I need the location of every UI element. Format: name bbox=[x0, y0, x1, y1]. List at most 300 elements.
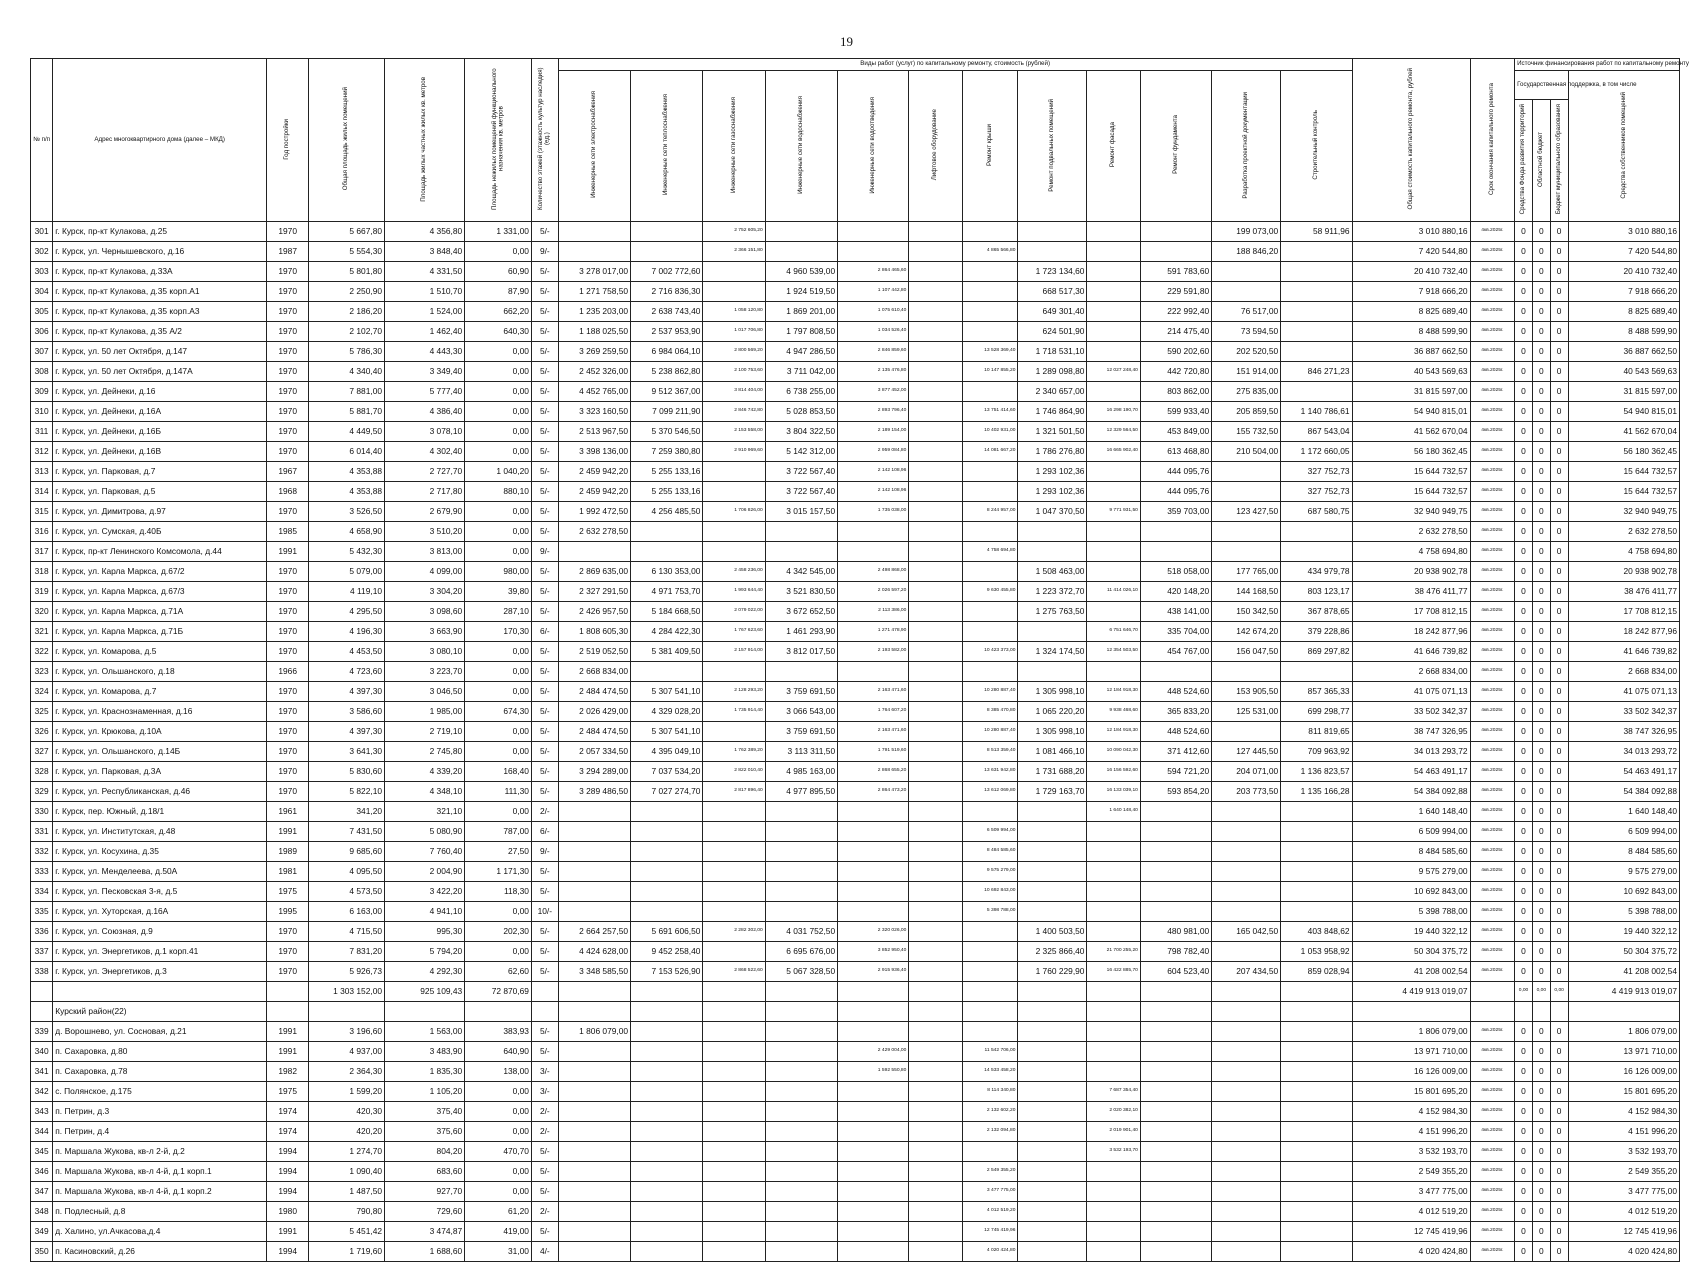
cell-total-cost: 54 463 491,17 bbox=[1352, 762, 1470, 782]
cell-heating-cost: 4 395 049,10 bbox=[631, 742, 703, 762]
cell-sewer-cost: 3 852 950,40 bbox=[838, 942, 909, 962]
cell-row-number: 338 bbox=[31, 962, 53, 982]
cell-control-cost: 379 228,86 bbox=[1281, 622, 1352, 642]
cell-owners-funds: 19 440 322,12 bbox=[1568, 922, 1679, 942]
cell-basement-cost: 1 081 466,10 bbox=[1018, 742, 1087, 762]
cell-design-cost: 151 914,00 bbox=[1212, 362, 1281, 382]
cell-local-share: 0 bbox=[1550, 1242, 1568, 1262]
cell-total-cost: 4 020 424,80 bbox=[1352, 1242, 1470, 1262]
cell-local-share: 0 bbox=[1550, 1042, 1568, 1062]
cell-facade-cost: 12 027 248,40 bbox=[1087, 362, 1140, 382]
cell-water-cost bbox=[765, 842, 837, 862]
cell-address: г. Курск, пр-кт Кулакова, д.25 bbox=[53, 222, 267, 242]
cell-regional-share: 0 bbox=[1532, 262, 1550, 282]
cell-design-cost: 153 905,50 bbox=[1212, 682, 1281, 702]
cell-total-area: 4 397,30 bbox=[309, 682, 385, 702]
cell-basement-cost bbox=[1018, 1182, 1087, 1202]
cell-fund-share: 0 bbox=[1515, 622, 1533, 642]
cell-total-cost: 41 208 002,54 bbox=[1352, 962, 1470, 982]
cell-roof-cost bbox=[962, 522, 1018, 542]
cell-total-cost: 36 887 662,50 bbox=[1352, 342, 1470, 362]
cell-living-area: 927,70 bbox=[385, 1182, 465, 1202]
cell-basement-cost: 1 723 134,60 bbox=[1018, 262, 1087, 282]
cell-total-area: 6 014,40 bbox=[309, 442, 385, 462]
cell-row-number: 312 bbox=[31, 442, 53, 462]
cell-basement-cost: 1 718 531,10 bbox=[1018, 342, 1087, 362]
cell-heating-cost: 7 153 526,90 bbox=[631, 962, 703, 982]
cell-water-cost: 3 113 311,50 bbox=[765, 742, 837, 762]
header-lift: Лифтовое оборудование bbox=[931, 109, 939, 181]
cell-nonresidential-area: 383,93 bbox=[465, 1022, 532, 1042]
cell-total-cost: 7 918 666,20 bbox=[1352, 282, 1470, 302]
cell-heating-cost bbox=[631, 882, 703, 902]
cell-living-area: 5 080,90 bbox=[385, 822, 465, 842]
cell-owners-funds: 8 488 599,90 bbox=[1568, 322, 1679, 342]
cell-row-number: 337 bbox=[31, 942, 53, 962]
cell-electricity-cost: 2 459 942,20 bbox=[558, 482, 630, 502]
cell-row-number: 315 bbox=[31, 502, 53, 522]
cell-nonresidential-area: 0,00 bbox=[465, 722, 532, 742]
cell-living-area: 1 563,00 bbox=[385, 1022, 465, 1042]
cell-term: 4кв.2025г. bbox=[1470, 1142, 1515, 1162]
cell-year: 1970 bbox=[267, 382, 309, 402]
cell-facade-cost bbox=[1087, 242, 1140, 262]
cell-owners-funds: 56 180 362,45 bbox=[1568, 442, 1679, 462]
cell-water-cost: 1 797 808,50 bbox=[765, 322, 837, 342]
cell-nonresidential-area: 1 331,00 bbox=[465, 222, 532, 242]
cell-heating-cost: 2 638 743,40 bbox=[631, 302, 703, 322]
cell-foundation-cost bbox=[1140, 862, 1211, 882]
cell-basement-cost bbox=[1018, 1202, 1087, 1222]
cell-electricity-cost bbox=[558, 542, 630, 562]
cell-address: п. Маршала Жукова, кв-л 4-й, д.1 корп.1 bbox=[53, 1162, 267, 1182]
cell-basement-cost: 1 275 763,50 bbox=[1018, 602, 1087, 622]
cell-nonresidential-area: 640,90 bbox=[465, 1042, 532, 1062]
cell-total-cost: 5 398 788,00 bbox=[1352, 902, 1470, 922]
cell-year: 1970 bbox=[267, 702, 309, 722]
cell-foundation-cost bbox=[1140, 1122, 1211, 1142]
cell-owners-funds: 41 646 739,82 bbox=[1568, 642, 1679, 662]
cell-heating-cost bbox=[631, 662, 703, 682]
cell-address: г. Курск, ул. 50 лет Октября, д.147 bbox=[53, 342, 267, 362]
cell-design-cost: 203 773,50 bbox=[1212, 782, 1281, 802]
cell-fund-share: 0 bbox=[1515, 822, 1533, 842]
cell-floors: 5/- bbox=[531, 462, 558, 482]
cell-address: п. Сахаровка, д.80 bbox=[53, 1042, 267, 1062]
cell-sewer-cost: 3 877 452,00 bbox=[838, 382, 909, 402]
cell-sewer-cost: 2 135 476,80 bbox=[838, 362, 909, 382]
cell-sewer-cost bbox=[838, 882, 909, 902]
cell-nonresidential-area: 470,70 bbox=[465, 1142, 532, 1162]
cell-row-number: 302 bbox=[31, 242, 53, 262]
cell-electricity-cost bbox=[558, 882, 630, 902]
cell-total-cost: 1 806 079,00 bbox=[1352, 1022, 1470, 1042]
cell-row-number: 333 bbox=[31, 862, 53, 882]
cell-living-area: 3 483,90 bbox=[385, 1042, 465, 1062]
cell-total-cost: 2 668 834,00 bbox=[1352, 662, 1470, 682]
cell-local-share: 0 bbox=[1550, 1022, 1568, 1042]
cell-nonresidential-area: 674,30 bbox=[465, 702, 532, 722]
cell-local-share: 0 bbox=[1550, 502, 1568, 522]
cell-year: 1981 bbox=[267, 862, 309, 882]
cell-gas-cost bbox=[703, 882, 765, 902]
header-total-cost: Общая стоимость капитального ремонта, рублей bbox=[1406, 68, 1414, 210]
cell-total-area: 7 831,20 bbox=[309, 942, 385, 962]
cell-roof-cost: 13 751 414,60 bbox=[962, 402, 1018, 422]
cell-gas-cost bbox=[703, 482, 765, 502]
cell-heating-cost bbox=[631, 242, 703, 262]
cell-roof-cost: 10 280 887,40 bbox=[962, 722, 1018, 742]
cell-regional-share: 0 bbox=[1532, 902, 1550, 922]
cell-total-area: 1 719,60 bbox=[309, 1242, 385, 1262]
cell-lift-cost bbox=[909, 382, 962, 402]
cell-total-cost: 15 644 732,57 bbox=[1352, 482, 1470, 502]
cell-local-share: 0 bbox=[1550, 882, 1568, 902]
cell-electricity-cost bbox=[558, 1162, 630, 1182]
cell-living-area: 321,10 bbox=[385, 802, 465, 822]
cell-sewer-cost bbox=[838, 902, 909, 922]
cell-gas-cost: 2 153 558,00 bbox=[703, 422, 765, 442]
cell-water-cost bbox=[765, 1142, 837, 1162]
cell-total-area: 1 599,20 bbox=[309, 1082, 385, 1102]
cell-water-cost bbox=[765, 1182, 837, 1202]
cell-control-cost bbox=[1281, 1202, 1352, 1222]
cell-design-cost: 127 445,50 bbox=[1212, 742, 1281, 762]
cell-lift-cost bbox=[909, 702, 962, 722]
cell-address: п. Маршала Жукова, кв-л 2-й, д.2 bbox=[53, 1142, 267, 1162]
cell-fund-share: 0 bbox=[1515, 502, 1533, 522]
table-row bbox=[31, 402, 1680, 422]
cell-row-number: 331 bbox=[31, 822, 53, 842]
cell-control-cost: 869 297,82 bbox=[1281, 642, 1352, 662]
table-row bbox=[31, 882, 1680, 902]
cell-nonresidential-area: 0,00 bbox=[465, 362, 532, 382]
cell-year: 1970 bbox=[267, 342, 309, 362]
cell-electricity-cost: 1 188 025,50 bbox=[558, 322, 630, 342]
cell-electricity-cost: 2 484 474,50 bbox=[558, 682, 630, 702]
cell-row-number: 345 bbox=[31, 1142, 53, 1162]
cell-water-cost bbox=[765, 1222, 837, 1242]
header-electricity: Инженерные сети электроснабжения bbox=[590, 91, 598, 199]
cell-sewer-cost bbox=[838, 1182, 909, 1202]
cell-total-area: 4 715,50 bbox=[309, 922, 385, 942]
cell-control-cost: 1 140 786,61 bbox=[1281, 402, 1352, 422]
cell-year: 1994 bbox=[267, 1242, 309, 1262]
cell-facade-cost bbox=[1087, 462, 1140, 482]
cell-floors: 5/- bbox=[531, 522, 558, 542]
cell-address: г. Курск, ул. Дейнеки, д.16Б bbox=[53, 422, 267, 442]
cell-design-cost bbox=[1212, 462, 1281, 482]
cell-heating-cost bbox=[631, 842, 703, 862]
cell-year: 1970 bbox=[267, 582, 309, 602]
cell-control-cost: 803 123,17 bbox=[1281, 582, 1352, 602]
cell-nonresidential-area: 0,00 bbox=[465, 422, 532, 442]
cell-water-cost: 3 722 567,40 bbox=[765, 482, 837, 502]
cell-facade-cost: 16 156 592,60 bbox=[1087, 762, 1140, 782]
cell-sewer-cost: 2 429 004,00 bbox=[838, 1042, 909, 1062]
cell-total-area: 2 250,90 bbox=[309, 282, 385, 302]
cell-total-cost: 50 304 375,72 bbox=[1352, 942, 1470, 962]
cell-term: 4кв.2025г. bbox=[1470, 302, 1515, 322]
cell-roof-cost bbox=[962, 462, 1018, 482]
cell-fund-share: 0 bbox=[1515, 1062, 1533, 1082]
cell-local-share: 0 bbox=[1550, 702, 1568, 722]
cell-electricity-cost bbox=[558, 1042, 630, 1062]
totals-owners: 4 419 913 019,07 bbox=[1568, 982, 1679, 1002]
cell-total-area: 420,20 bbox=[309, 1122, 385, 1142]
cell-control-cost: 1 135 166,28 bbox=[1281, 782, 1352, 802]
table-row bbox=[31, 962, 1680, 982]
cell-address: г. Курск, ул. 50 лет Октября, д.147А bbox=[53, 362, 267, 382]
cell-control-cost: 859 028,94 bbox=[1281, 962, 1352, 982]
cell-year: 1970 bbox=[267, 642, 309, 662]
cell-foundation-cost: 480 981,00 bbox=[1140, 922, 1211, 942]
cell-sewer-cost: 1 791 519,60 bbox=[838, 742, 909, 762]
cell-local-share: 0 bbox=[1550, 262, 1568, 282]
cell-fund-share: 0 bbox=[1515, 762, 1533, 782]
cell-term: 4кв.2025г. bbox=[1470, 262, 1515, 282]
cell-gas-cost: 2 910 969,60 bbox=[703, 442, 765, 462]
cell-living-area: 3 474,87 bbox=[385, 1222, 465, 1242]
table-row bbox=[31, 742, 1680, 762]
cell-row-number: 318 bbox=[31, 562, 53, 582]
cell-electricity-cost bbox=[558, 1202, 630, 1222]
cell-lift-cost bbox=[909, 462, 962, 482]
cell-roof-cost: 10 692 843,00 bbox=[962, 882, 1018, 902]
cell-total-cost: 32 940 949,75 bbox=[1352, 502, 1470, 522]
cell-total-cost: 4 758 694,80 bbox=[1352, 542, 1470, 562]
cell-fund-share: 0 bbox=[1515, 1162, 1533, 1182]
cell-sewer-cost bbox=[838, 1142, 909, 1162]
cell-term: 4кв.2025г. bbox=[1470, 362, 1515, 382]
cell-living-area: 4 941,10 bbox=[385, 902, 465, 922]
cell-lift-cost bbox=[909, 1042, 962, 1062]
table-row bbox=[31, 682, 1680, 702]
cell-lift-cost bbox=[909, 402, 962, 422]
cell-foundation-cost: 591 783,60 bbox=[1140, 262, 1211, 282]
cell-regional-share: 0 bbox=[1532, 862, 1550, 882]
cell-local-share: 0 bbox=[1550, 962, 1568, 982]
cell-gas-cost: 2 822 010,40 bbox=[703, 762, 765, 782]
cell-control-cost bbox=[1281, 382, 1352, 402]
cell-lift-cost bbox=[909, 822, 962, 842]
cell-foundation-cost: 454 767,00 bbox=[1140, 642, 1211, 662]
cell-control-cost bbox=[1281, 822, 1352, 842]
cell-total-cost: 4 151 996,20 bbox=[1352, 1122, 1470, 1142]
cell-heating-cost bbox=[631, 1122, 703, 1142]
cell-design-cost: 177 765,00 bbox=[1212, 562, 1281, 582]
cell-foundation-cost: 604 523,40 bbox=[1140, 962, 1211, 982]
cell-sewer-cost bbox=[838, 1102, 909, 1122]
cell-control-cost: 434 979,78 bbox=[1281, 562, 1352, 582]
cell-total-cost: 1 640 148,40 bbox=[1352, 802, 1470, 822]
cell-roof-cost bbox=[962, 942, 1018, 962]
cell-gas-cost bbox=[703, 1142, 765, 1162]
cell-owners-funds: 10 692 843,00 bbox=[1568, 882, 1679, 902]
cell-nonresidential-area: 0,00 bbox=[465, 242, 532, 262]
cell-floors: 3/- bbox=[531, 1082, 558, 1102]
cell-local-share: 0 bbox=[1550, 1102, 1568, 1122]
cell-address: г. Курск, ул. Комарова, д.7 bbox=[53, 682, 267, 702]
cell-address: г. Курск, ул. Ольшанского, д.14Б bbox=[53, 742, 267, 762]
cell-row-number: 303 bbox=[31, 262, 53, 282]
cell-lift-cost bbox=[909, 442, 962, 462]
cell-living-area: 3 422,20 bbox=[385, 882, 465, 902]
cell-row-number: 344 bbox=[31, 1122, 53, 1142]
cell-term: 4кв.2025г. bbox=[1470, 722, 1515, 742]
cell-living-area: 1 835,30 bbox=[385, 1062, 465, 1082]
cell-term: 4кв.2025г. bbox=[1470, 842, 1515, 862]
cell-address: п. Подлесный, д.8 bbox=[53, 1202, 267, 1222]
cell-water-cost bbox=[765, 1102, 837, 1122]
cell-nonresidential-area: 0,00 bbox=[465, 522, 532, 542]
cell-basement-cost bbox=[1018, 542, 1087, 562]
cell-design-cost: 123 427,50 bbox=[1212, 502, 1281, 522]
cell-regional-share: 0 bbox=[1532, 822, 1550, 842]
table-row bbox=[31, 542, 1680, 562]
cell-owners-funds: 5 398 788,00 bbox=[1568, 902, 1679, 922]
cell-roof-cost: 14 081 667,20 bbox=[962, 442, 1018, 462]
cell-living-area: 1 105,20 bbox=[385, 1082, 465, 1102]
cell-foundation-cost: 599 933,40 bbox=[1140, 402, 1211, 422]
cell-foundation-cost bbox=[1140, 802, 1211, 822]
cell-sewer-cost bbox=[838, 522, 909, 542]
header-water: Инженерные сети водоснабжения bbox=[797, 95, 805, 194]
cell-facade-cost bbox=[1087, 662, 1140, 682]
header-works-group: Виды работ (услуг) по капитальному ремонту, стоимость (рублей) bbox=[558, 59, 1352, 71]
cell-address: г. Курск, ул. Парковая, д.3А bbox=[53, 762, 267, 782]
cell-foundation-cost: 798 782,40 bbox=[1140, 942, 1211, 962]
cell-local-share: 0 bbox=[1550, 222, 1568, 242]
cell-owners-funds: 7 918 666,20 bbox=[1568, 282, 1679, 302]
cell-electricity-cost: 2 026 429,00 bbox=[558, 702, 630, 722]
cell-local-share: 0 bbox=[1550, 742, 1568, 762]
cell-owners-funds: 54 940 815,01 bbox=[1568, 402, 1679, 422]
cell-term: 4кв.2025г. bbox=[1470, 522, 1515, 542]
cell-electricity-cost: 3 278 017,00 bbox=[558, 262, 630, 282]
cell-year: 1994 bbox=[267, 1182, 309, 1202]
cell-water-cost bbox=[765, 1122, 837, 1142]
cell-living-area: 4 099,00 bbox=[385, 562, 465, 582]
cell-total-area: 2 364,30 bbox=[309, 1062, 385, 1082]
header-floors: Количество этажей (этажность культур наследия) (ед.) bbox=[537, 67, 551, 211]
cell-living-area: 4 443,30 bbox=[385, 342, 465, 362]
cell-roof-cost: 9 630 455,80 bbox=[962, 582, 1018, 602]
cell-living-area: 3 848,40 bbox=[385, 242, 465, 262]
cell-heating-cost bbox=[631, 1022, 703, 1042]
cell-electricity-cost bbox=[558, 1102, 630, 1122]
cell-row-number: 308 bbox=[31, 362, 53, 382]
cell-floors: 5/- bbox=[531, 1222, 558, 1242]
cell-floors: 5/- bbox=[531, 422, 558, 442]
cell-total-area: 6 163,00 bbox=[309, 902, 385, 922]
cell-facade-cost bbox=[1087, 282, 1140, 302]
cell-electricity-cost: 1 235 203,00 bbox=[558, 302, 630, 322]
cell-total-cost: 8 825 689,40 bbox=[1352, 302, 1470, 322]
cell-gas-cost: 2 079 022,00 bbox=[703, 602, 765, 622]
cell-local-share: 0 bbox=[1550, 462, 1568, 482]
cell-fund-share: 0 bbox=[1515, 1182, 1533, 1202]
cell-owners-funds: 15 644 732,57 bbox=[1568, 482, 1679, 502]
table-row bbox=[31, 502, 1680, 522]
cell-electricity-cost bbox=[558, 822, 630, 842]
cell-foundation-cost bbox=[1140, 882, 1211, 902]
cell-address: г. Курск, ул. Институтская, д.48 bbox=[53, 822, 267, 842]
cell-total-cost: 6 509 994,00 bbox=[1352, 822, 1470, 842]
cell-term: 4кв.2025г. bbox=[1470, 222, 1515, 242]
cell-roof-cost bbox=[962, 1022, 1018, 1042]
cell-roof-cost bbox=[962, 602, 1018, 622]
cell-year: 1991 bbox=[267, 542, 309, 562]
cell-local-share: 0 bbox=[1550, 942, 1568, 962]
cell-control-cost bbox=[1281, 1182, 1352, 1202]
cell-lift-cost bbox=[909, 1142, 962, 1162]
cell-control-cost: 1 053 958,92 bbox=[1281, 942, 1352, 962]
cell-term: 4кв.2025г. bbox=[1470, 642, 1515, 662]
cell-basement-cost: 1 729 163,70 bbox=[1018, 782, 1087, 802]
table-row bbox=[31, 362, 1680, 382]
cell-term: 4кв.2025г. bbox=[1470, 342, 1515, 362]
cell-local-share: 0 bbox=[1550, 1162, 1568, 1182]
cell-facade-cost bbox=[1087, 482, 1140, 502]
cell-facade-cost bbox=[1087, 602, 1140, 622]
cell-water-cost: 3 812 017,50 bbox=[765, 642, 837, 662]
cell-local-share: 0 bbox=[1550, 282, 1568, 302]
cell-roof-cost bbox=[962, 482, 1018, 502]
cell-foundation-cost: 613 468,80 bbox=[1140, 442, 1211, 462]
cell-water-cost bbox=[765, 1202, 837, 1222]
cell-regional-share: 0 bbox=[1532, 1222, 1550, 1242]
cell-heating-cost bbox=[631, 522, 703, 542]
cell-floors: 5/- bbox=[531, 222, 558, 242]
cell-lift-cost bbox=[909, 1122, 962, 1142]
cell-total-area: 3 196,60 bbox=[309, 1022, 385, 1042]
cell-gas-cost: 2 800 569,20 bbox=[703, 342, 765, 362]
cell-regional-share: 0 bbox=[1532, 682, 1550, 702]
cell-water-cost bbox=[765, 242, 837, 262]
cell-electricity-cost: 2 513 967,50 bbox=[558, 422, 630, 442]
cell-basement-cost: 1 786 276,80 bbox=[1018, 442, 1087, 462]
cell-local-share: 0 bbox=[1550, 802, 1568, 822]
cell-term: 4кв.2025г. bbox=[1470, 702, 1515, 722]
cell-control-cost bbox=[1281, 342, 1352, 362]
cell-control-cost bbox=[1281, 1022, 1352, 1042]
cell-total-cost: 20 410 732,40 bbox=[1352, 262, 1470, 282]
cell-fund-share: 0 bbox=[1515, 262, 1533, 282]
cell-roof-cost: 8 385 470,80 bbox=[962, 702, 1018, 722]
cell-roof-cost bbox=[962, 222, 1018, 242]
cell-nonresidential-area: 202,30 bbox=[465, 922, 532, 942]
cell-nonresidential-area: 39,80 bbox=[465, 582, 532, 602]
cell-facade-cost bbox=[1087, 842, 1140, 862]
cell-row-number: 313 bbox=[31, 462, 53, 482]
cell-regional-share: 0 bbox=[1532, 1062, 1550, 1082]
cell-gas-cost bbox=[703, 282, 765, 302]
cell-owners-funds: 4 020 424,80 bbox=[1568, 1242, 1679, 1262]
cell-regional-share: 0 bbox=[1532, 1182, 1550, 1202]
cell-design-cost bbox=[1212, 262, 1281, 282]
cell-design-cost bbox=[1212, 1062, 1281, 1082]
cell-total-cost: 10 692 843,00 bbox=[1352, 882, 1470, 902]
cell-floors: 5/- bbox=[531, 662, 558, 682]
cell-foundation-cost: 444 095,76 bbox=[1140, 462, 1211, 482]
cell-floors: 5/- bbox=[531, 342, 558, 362]
cell-fund-share: 0 bbox=[1515, 882, 1533, 902]
cell-floors: 10/- bbox=[531, 902, 558, 922]
cell-row-number: 348 bbox=[31, 1202, 53, 1222]
cell-electricity-cost: 2 668 834,00 bbox=[558, 662, 630, 682]
cell-floors: 2/- bbox=[531, 802, 558, 822]
